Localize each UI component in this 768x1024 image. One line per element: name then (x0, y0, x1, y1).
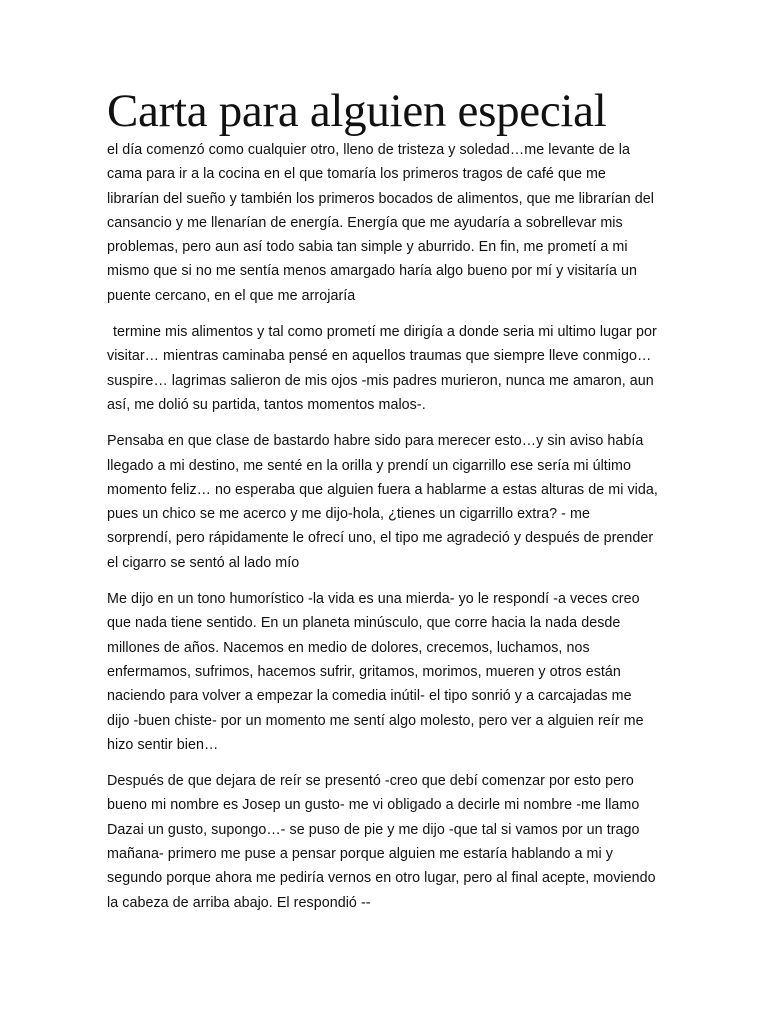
document-title: Carta para alguien especial (107, 85, 607, 137)
paragraph-4: Me dijo en un tono humorístico -la vida es una mierda- yo le respondí -a veces creo que nada tiene sentido. En un planeta minúsculo, que corre hacia la nada desde millones de años. Nacemos en medio de dolores, crecemos, luchamos, nos enfermamos, sufrimos, hacemos sufrir, gritamos, morimos, mueren y otros están naciendo para volver a empezar la comedia inútil- el tipo sonrió y a carcajadas me dijo -buen chiste- por un momento me sentí algo molesto, pero ver a alguien reír me hizo sentir bien… (107, 591, 644, 753)
paragraph-2: termine mis alimentos y tal como prometí me dirigía a donde seria mi ultimo lugar por visitar… mientras caminaba pensé en aquellos traumas que siempre lleve conmigo… suspire… lagrimas salieron de mis ojos -mis padres murieron, nunca me amaron, aun así, me dolió su partida, tantos momentos malos-. (107, 324, 657, 413)
paragraph-3: Pensaba en que clase de bastardo habre sido para merecer esto…y sin aviso había llegado a mi destino, me senté en la orilla y prendí un cigarrillo ese sería mi último momento feliz… no esperaba que alguien fuera a hablarme a estas alturas de mi vida, pues un chico se me acerco y me dijo-hola, ¿tienes un cigarrillo extra? - me sorprendí, pero rápidamente le ofrecí uno, el tipo me agradeció y después de prender el cigarro se sentó al lado mío (107, 433, 658, 571)
paragraph-5: Después de que dejara de reír se presentó -creo que debí comenzar por esto pero bueno mi nombre es Josep un gusto- me vi obligado a decirle mi nombre -me llamo Dazai un gusto, supongo…- se puso de pie y me dijo -que tal si vamos por un trago mañana- primero me puse a pensar porque alguien me estaría hablando a mi y segundo porque ahora me pediría vernos en otro lugar, pero al final acepte, moviendo la cabeza de arriba abajo. El respondió -- (107, 773, 656, 911)
paragraph-1: el día comenzó como cualquier otro, lleno de tristeza y soledad…me levante de la cama para ir a la cocina en el que tomaría los primeros tragos de café que me librarían del sueño y también los primeros bocados de alimentos, que me librarían del cansancio y me llenarían de energía. Energía que me ayudaría a sobrellevar mis problemas, pero aun así todo sabia tan simple y aburrido. En fin, me prometí a mi mismo que si no me sentía menos amargado haría algo bueno por mí y visitaría un puente cercano, en el que me arrojaría (107, 142, 655, 304)
